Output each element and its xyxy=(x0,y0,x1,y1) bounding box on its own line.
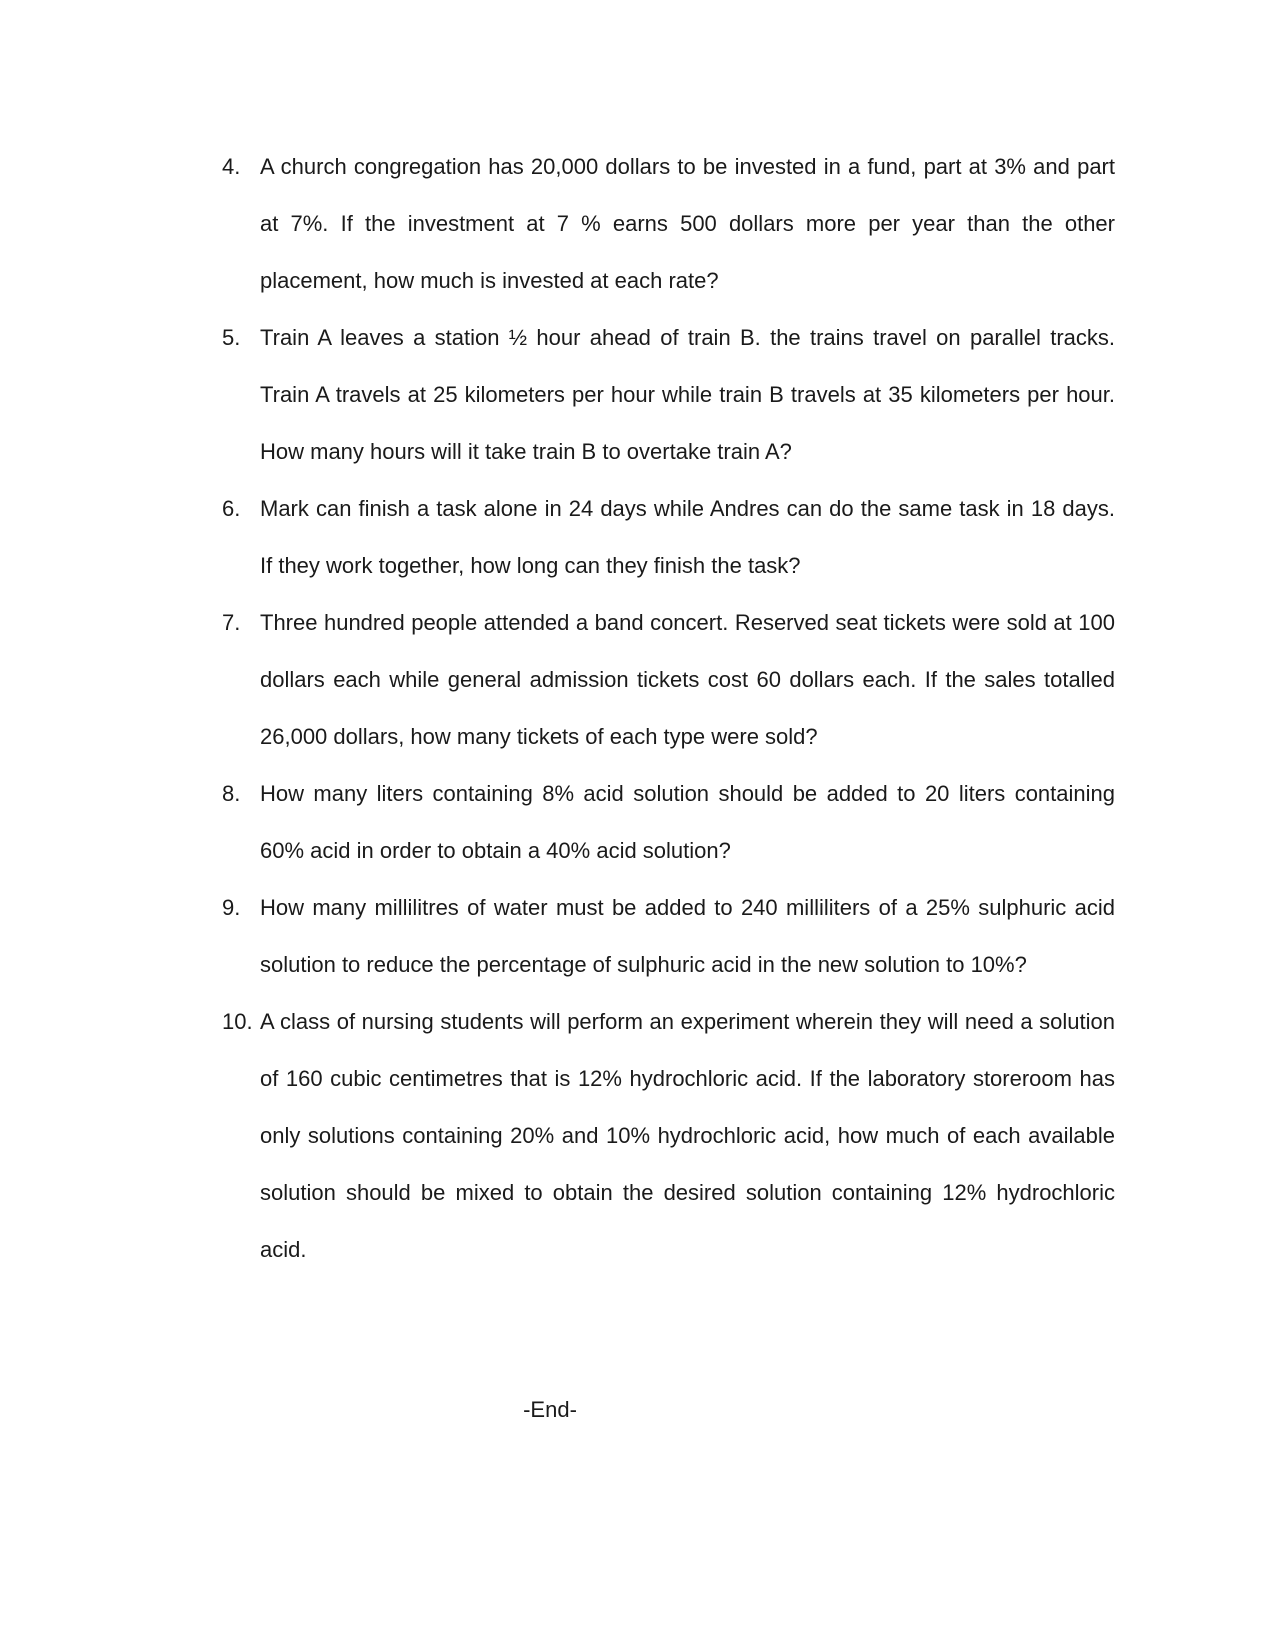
problem-item-4 xyxy=(222,138,1115,309)
end-marker: -End- xyxy=(523,1397,577,1422)
problem-item-6 xyxy=(222,480,1115,594)
problem-number: 7. xyxy=(222,610,241,635)
problem-text: How many millilitres of water must be added to 240 milliliters of a 25% sulphuric acid solution to reduce the percentage of sulphuric acid in the new solution to 10%? xyxy=(260,895,1115,977)
problem-number: 6. xyxy=(222,496,241,521)
problem-text: Train A leaves a station ½ hour ahead of train B. the trains travel on parallel tracks. Train A travels at 25 kilometers per hour while train B travels at 35 kilometers per hour. How many hours will it take train B to overtake train A? xyxy=(260,325,1115,464)
problem-text: A church congregation has 20,000 dollars to be invested in a fund, part at 3% and part at 7%. If the investment at 7 % earns 500 dollars more per year than the other placement, how much is invested at each rate? xyxy=(260,154,1115,293)
problem-text: Three hundred people attended a band concert. Reserved seat tickets were sold at 100 dollars each while general admission tickets cost 60 dollars each. If the sales totalled 26,000 dollars, how many tickets of each type were sold? xyxy=(260,610,1115,749)
problem-item-10 xyxy=(222,993,1115,1278)
problem-text: A class of nursing students will perform an experiment wherein they will need a solution of 160 cubic centimetres that is 12% hydrochloric acid. If the laboratory storeroom has only solutions containing 20% and 10% hydrochloric acid, how much of each available solution should be mixed to obtain the desired solution containing 12% hydrochloric acid. xyxy=(260,1009,1115,1262)
problem-item-7 xyxy=(222,594,1115,765)
problem-number: 9. xyxy=(222,895,241,920)
problem-item-9 xyxy=(222,879,1115,993)
problem-number: 8. xyxy=(222,781,241,806)
problem-number: 4. xyxy=(222,154,241,179)
problem-item-5 xyxy=(222,309,1115,480)
problem-number: 10. xyxy=(222,1009,253,1034)
problem-item-8 xyxy=(222,765,1115,879)
problem-number: 5. xyxy=(222,325,241,350)
problem-text: Mark can finish a task alone in 24 days while Andres can do the same task in 18 days. If they work together, how long can they finish the task? xyxy=(260,496,1115,578)
problem-text: How many liters containing 8% acid solution should be added to 20 liters containing 60% acid in order to obtain a 40% acid solution? xyxy=(260,781,1115,863)
problem-list xyxy=(222,138,1115,1278)
